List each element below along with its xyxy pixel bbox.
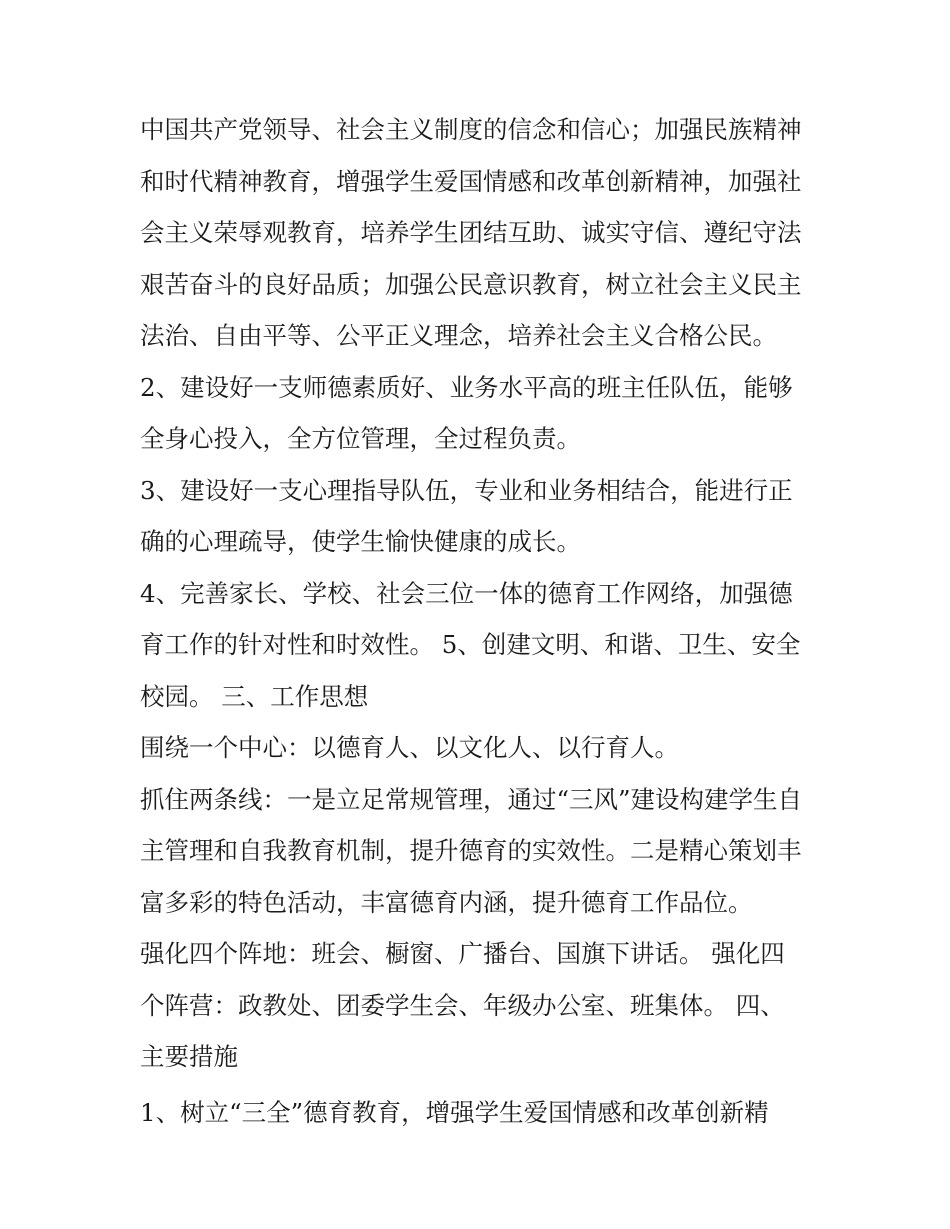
text-line: 个阵营：政教处、团委学生会、年级办公室、班集体。 四、	[140, 990, 785, 1020]
text-line: 主要措施	[140, 1042, 238, 1071]
text-line: 3、建设好一支心理指导队伍，专业和业务相结合，能进行正	[140, 475, 793, 505]
text-line: 围绕一个中心：以德育人、以文化人、以行育人。	[140, 733, 679, 762]
text-line: 育工作的针对性和时效性。 5、创建文明、和谐、卫生、安全	[140, 630, 801, 659]
text-line: 会主义荣辱观教育，培养学生团结互助、诚实守信、遵纪守法	[140, 218, 802, 247]
text-line: 主管理和自我教育机制，提升德育的实效性。二是精心策划丰	[140, 836, 802, 865]
text-line: 2、建设好一支师德素质好、业务水平高的班主任队伍，能够	[140, 372, 793, 402]
text-line: 中国共产党领导、社会主义制度的信念和信心；加强民族精神	[140, 115, 802, 144]
text-line: 校园。 三、工作思想	[140, 681, 369, 711]
text-line: 法治、自由平等、公平正义理念，培养社会主义合格公民。	[140, 321, 777, 350]
text-line: 4、完善家长、学校、社会三位一体的德育工作网络，加强德	[140, 578, 793, 608]
text-line: 富多彩的特色活动，丰富德育内涵，提升德育工作品位。	[140, 887, 753, 917]
text-line: 全身心投入，全方位管理，全过程负责。	[140, 424, 581, 453]
body-text	[140, 104, 820, 1138]
text-line: 艰苦奋斗的良好品质；加强公民意识教育，树立社会主义民主	[140, 269, 802, 299]
text-line: 确的心理疏导，使学生愉快健康的成长。	[140, 527, 581, 556]
text-line: 抓住两条线：一是立足常规管理，通过“三风”建设构建学生自	[140, 784, 803, 814]
text-line: 1、树立“三全”德育教育，增强学生爱国情感和改革创新精	[140, 1097, 769, 1127]
text-line: 和时代精神教育，增强学生爱国情感和改革创新精神，加强社	[140, 166, 802, 196]
text-line: 强化四个阵地：班会、橱窗、广播台、国旗下讲话。 强化四	[140, 939, 785, 968]
